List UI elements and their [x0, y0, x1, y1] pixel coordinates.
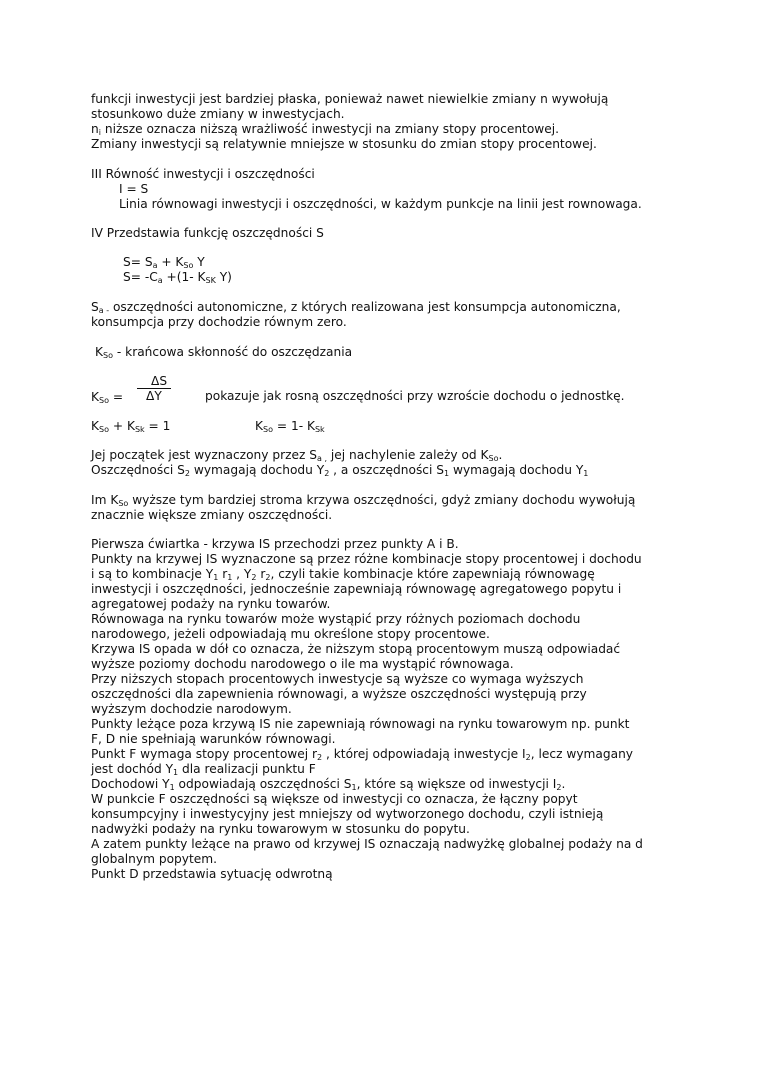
- section-heading: IV Przedstawia funkcję oszczędności S: [91, 226, 324, 240]
- text-line: pokazuje jak rosną oszczędności przy wzroście dochodu o jednostkę.: [205, 389, 625, 403]
- text-line: Oszczędności $S_2$ wymagają dochodu $Y_2$ , a oszczędności $S_1$ wymagają dochodu $Y_1$: [91, 463, 589, 478]
- text-line: znacznie większe zmiany oszczędności.: [91, 508, 333, 522]
- text-line: $K_{So}$ - krańcowa skłonność do oszczędzania: [95, 345, 353, 360]
- text-line: $S_{a -}$ oszczędności autonomiczne, z których realizowana jest konsumpcja autonomiczna,: [91, 300, 621, 315]
- text-line: wyższym dochodzie narodowym.: [91, 702, 292, 716]
- text-line: konsumpcja przy dochodzie równym zero.: [91, 315, 347, 329]
- text-line: Dochodowi $Y_1$ odpowiadają oszczędności $S_1$, które są większe od inwestycji $I_2$.: [91, 777, 566, 792]
- equation-lhs: $K_{So}$ =: [91, 390, 124, 405]
- text-line: i są to kombinacje $Y_1$ $r_1$ , $Y_2$ $r_2$, czyli takie kombinacje które zapewniają równowagę: [91, 567, 595, 582]
- text-line: Punkty leżące poza krzywą IS nie zapewniają równowagi na rynku towarowym np. punkt: [91, 717, 630, 731]
- text-line: F, D nie spełniają warunków równowagi.: [91, 732, 336, 746]
- text-line: Punkty na krzywej IS wyznaczone są przez różne kombinacje stopy procentowej i dochodu: [91, 552, 642, 566]
- text-line: Punkt D przedstawia sytuację odwrotną: [91, 867, 333, 881]
- equation: $K_{So} = 1-$ $K_{Sk}$: [255, 419, 325, 434]
- equation: $S= -C_a +(1-$ $K_{SK}$ Y): [123, 270, 232, 285]
- text-line: agregatowej podaży na rynku towarów.: [91, 597, 331, 611]
- text-line: Im $K_{So}$ wyższe tym bardziej stroma krzywa oszczędności, gdyż zmiany dochodu wywołują: [91, 493, 636, 508]
- text-line: Krzywa IS opada w dół co oznacza, że niższym stopą procentowym muszą odpowiadać: [91, 642, 621, 656]
- text-line: $n_i$ niższe oznacza niższą wrażliwość inwestycji na zmiany stopy procentowej.: [91, 122, 560, 137]
- equation: I = S: [119, 182, 149, 196]
- text-line: narodowego, jeżeli odpowiadają mu określone stopy procentowe.: [91, 627, 490, 641]
- text-line: Równowaga na rynku towarów może wystąpić przy różnych poziomach dochodu: [91, 612, 581, 626]
- text-line: konsumpcyjny i inwestycyjny jest mniejszy od wytworzonego dochodu, czyli istnieją: [91, 807, 604, 821]
- equation: $S= S_a + K_{So}$ Y: [123, 255, 205, 270]
- section-heading: III Równość inwestycji i oszczędności: [91, 167, 315, 181]
- equation: $K_{So} + K_{Sk} = 1$: [91, 419, 171, 434]
- text-line: Punkt F wymaga stopy procentowej $r_2$ , której odpowiadają inwestycje $I_2$, lecz wymagany: [91, 747, 634, 762]
- text-line: inwestycji i oszczędności, jednocześnie zapewniają równowagę agregatowego popytu i: [91, 582, 622, 596]
- text-line: W punkcie F oszczędności są większe od inwestycji co oznacza, że łączny popyt: [91, 792, 578, 806]
- text-line: Przy niższych stopach procentowych inwestycje są wyższe co wymaga wyższych: [91, 672, 584, 686]
- fraction-denominator: ΔY: [146, 389, 162, 403]
- text-line: oszczędności dla zapewnienia równowagi, a wyższe oszczędności występują przy: [91, 687, 587, 701]
- text-line: Zmiany inwestycji są relatywnie mniejsze w stosunku do zmian stopy procentowej.: [91, 137, 597, 151]
- text-line: nadwyżki podaży na rynku towarowym w stosunku do popytu.: [91, 822, 470, 836]
- text-line: Linia równowagi inwestycji i oszczędności, w każdym punkcje na linii jest rownowaga.: [119, 197, 642, 211]
- text-line: Jej początek jest wyznaczony przez $S_{a ,}$ jej nachylenie zależy od $K_{So}$.: [91, 448, 503, 463]
- text-line: globalnym popytem.: [91, 852, 218, 866]
- text-line: stosunkowo duże zmiany w inwestycjach.: [91, 107, 345, 121]
- fraction-numerator: ΔS: [151, 374, 168, 388]
- text-line: funkcji inwestycji jest bardziej płaska, ponieważ nawet niewielkie zmiany n wywołują: [91, 92, 609, 106]
- text-line: wyższe poziomy dochodu narodowego o ile ma wystąpić równowaga.: [91, 657, 514, 671]
- text-line: A zatem punkty leżące na prawo od krzywej IS oznaczają nadwyżkę globalnej podaży na d: [91, 837, 643, 851]
- text-line: Pierwsza ćwiartka - krzywa IS przechodzi przez punkty A i B.: [91, 537, 459, 551]
- text-line: jest dochód $Y_1$ dla realizacji punktu F: [91, 762, 316, 777]
